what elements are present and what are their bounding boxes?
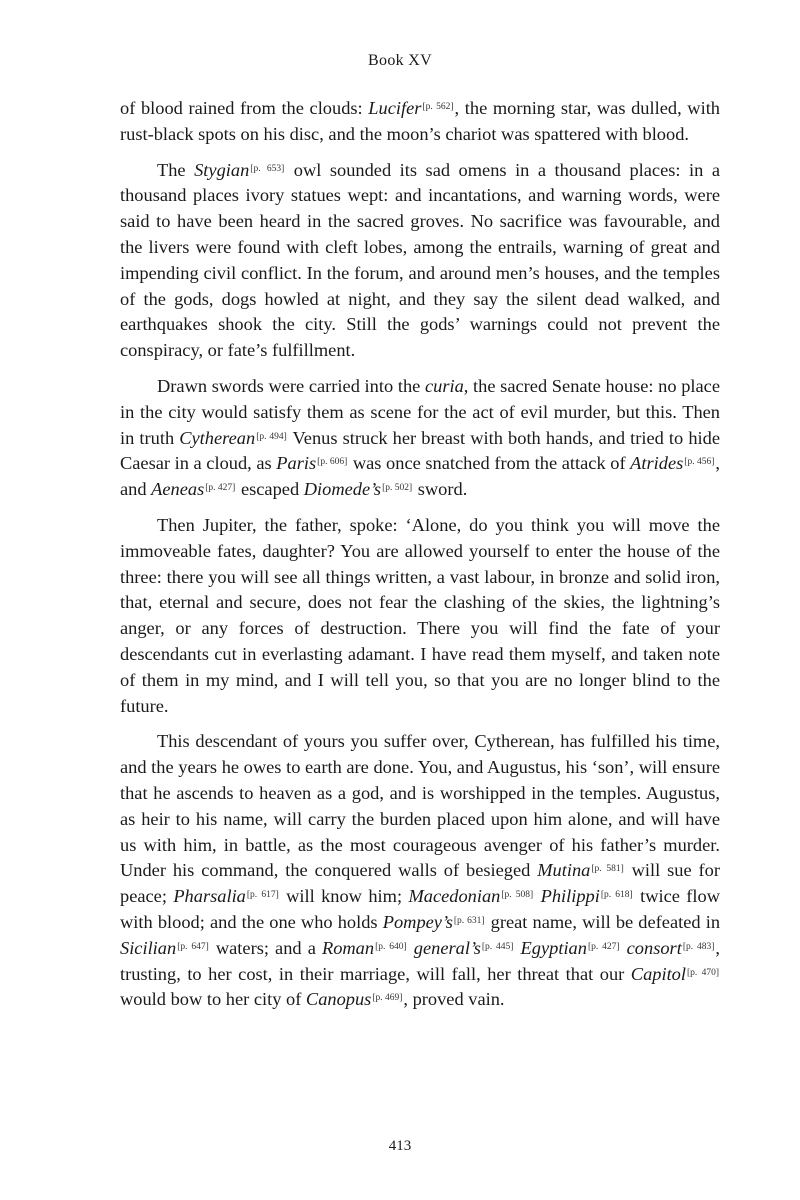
page-reference: [p. 581] xyxy=(591,864,624,875)
italic-term: Philippi xyxy=(540,886,600,907)
italic-term: Mutina xyxy=(537,860,591,881)
paragraph xyxy=(120,158,720,364)
italic-term: Canopus xyxy=(305,989,372,1010)
text-run: The xyxy=(157,159,195,180)
italic-term: Sicilian xyxy=(120,937,177,958)
paragraph xyxy=(120,96,720,148)
text-run: great name, will be defeated in xyxy=(485,911,721,932)
italic-term: Diomede’s xyxy=(303,479,382,500)
page-reference: [p. 640] xyxy=(375,941,407,952)
italic-term: Paris xyxy=(276,453,317,474)
italic-term: Macedonian xyxy=(408,886,501,907)
italic-term: Atrides xyxy=(630,453,684,474)
italic-term: Aeneas xyxy=(151,479,205,500)
page-reference: [p. 494] xyxy=(256,431,287,442)
text-run: of blood rained from the clouds: xyxy=(120,98,369,118)
paragraph xyxy=(120,513,720,719)
page-number: 413 xyxy=(388,1138,412,1154)
text-run: will know him; xyxy=(279,886,409,907)
page-reference: [p. 456] xyxy=(684,457,715,468)
page-reference: [p. 427] xyxy=(205,483,236,494)
text-run: , the sacred Senate house: no place in the city would satisfy them as scene for the act of evil murder, but this. Then in truth xyxy=(120,375,720,448)
text-run: , trusting, to her cost, in their marriage, will fall, her threat that our xyxy=(120,937,721,984)
text-run: will sue for peace; xyxy=(120,860,720,907)
page-reference: [p. 427] xyxy=(587,941,620,952)
page-reference: [p. 653] xyxy=(250,163,285,174)
text-run: owl sounded its sad omens in a thousand places: in a thousand places ivory statues wept: and incantations, and warning words, were said to have been heard in the sacred groves. No sacrifice was favourable, and the livers were found with cleft lobes, among the entrails, warning of great and impending civil conflict. In the forum, and around men’s houses, and the temples of the gods, dogs howled at night, and they say the silent dead walked, and earthquakes shook the city. Still the gods’ warnings could not prevent the conspiracy, or fate’s fulfillment. xyxy=(120,159,720,361)
text-run: Venus struck her breast with both hands, and tried to hide Caesar in a cloud, as xyxy=(120,427,721,474)
page-reference: [p. 647] xyxy=(177,941,209,952)
page-reference: [p. 469] xyxy=(372,993,403,1004)
text-run: , the morning star, was dulled, with rust-black spots on his disc, and the moon’s chariot was spattered with blood. xyxy=(120,98,721,144)
text-run: , and xyxy=(120,453,720,500)
italic-term: Cytherean xyxy=(179,427,256,448)
paragraph xyxy=(120,374,720,503)
running-head: Book XV xyxy=(368,52,432,69)
page-reference: [p. 631] xyxy=(453,915,485,926)
italic-term: Roman xyxy=(321,937,375,958)
page-reference: [p. 445] xyxy=(481,941,514,952)
page-reference: [p. 562] xyxy=(422,102,454,112)
italic-term: Stygian xyxy=(194,159,250,180)
italic-term: Pharsalia xyxy=(173,886,246,907)
page-reference: [p. 606] xyxy=(317,457,348,468)
page-reference: [p. 470] xyxy=(686,967,719,978)
page-reference: [p. 508] xyxy=(501,890,534,901)
italic-term: Pompey’s xyxy=(382,911,453,932)
italic-term: consort xyxy=(626,937,682,958)
body-text xyxy=(120,96,720,1023)
text-run: Drawn swords were carried into the xyxy=(157,375,425,396)
italic-term: curia xyxy=(424,375,464,396)
italic-term: Egyptian xyxy=(520,937,587,958)
page-reference: [p. 617] xyxy=(246,890,279,901)
text-run: This descendant of yours you suffer over, Cytherean, has fulfilled his time, and the years he owes to earth are done. You, and Augustus, his ‘son’, will ensure that he ascends to heaven as a god, and is worshipped in the temples. Augustus, as heir to his name, will carry the burden placed upon him alone, and will have us with him, in battle, as the most courageous avenger of his father’s murder. Under his command, the conquered walls of besieged xyxy=(120,731,720,881)
italic-term: general’s xyxy=(413,937,481,958)
text-run: waters; and a xyxy=(209,937,322,958)
text-run: , proved vain. xyxy=(403,989,505,1010)
italic-term: Capitol xyxy=(630,963,686,984)
text-run: twice flow with blood; and the one who holds xyxy=(120,886,721,932)
text-run: escaped xyxy=(236,479,304,500)
text-run: sword. xyxy=(413,479,468,500)
page-reference: [p. 502] xyxy=(382,483,413,494)
text-run: Then Jupiter, the father, spoke: ‘Alone, do you think you will move the immoveable fates, daughter? You are allowed yourself to enter the house of the three: there you will see all things written, a vast labour, in bronze and solid iron, that, eternal and secure, does not fear the clashing of the skies, the lightning’s anger, or any forces of destruction. There you will find the fate of your descendants cut in everlasting adamant. I have read them myself, and taken note of them in my mind, and I will tell you, so that you are no longer blind to the future. xyxy=(120,514,720,716)
page-reference: [p. 483] xyxy=(682,941,715,952)
text-run: would bow to her city of xyxy=(120,989,306,1010)
italic-term: Lucifer xyxy=(368,98,422,118)
page-reference: [p. 618] xyxy=(600,890,633,901)
paragraph xyxy=(120,729,720,1013)
text-run: was once snatched from the attack of xyxy=(348,453,631,474)
